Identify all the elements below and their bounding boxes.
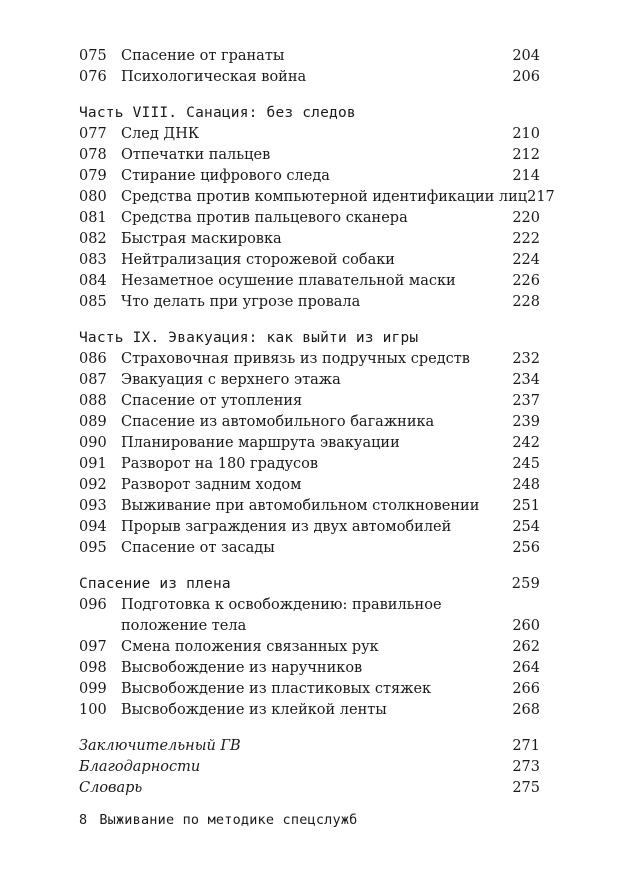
entry-number: 088 xyxy=(79,393,107,409)
entry-title: Спасение от утопления xyxy=(121,393,303,409)
toc-entry xyxy=(79,67,540,88)
entry-page: 271 xyxy=(512,738,540,754)
entry-title: Высвобождение из клейкой ленты xyxy=(121,702,387,718)
toc-entry xyxy=(79,187,555,208)
entry-number: 096 xyxy=(79,597,107,613)
entry-number: 093 xyxy=(79,498,107,514)
toc-entry xyxy=(79,679,540,700)
entry-number: 077 xyxy=(79,126,107,142)
toc-entry xyxy=(79,349,540,370)
entry-number: 098 xyxy=(79,660,107,676)
entry-number: 089 xyxy=(79,414,107,430)
part-heading-text: Часть VIII. Санация: без следов xyxy=(79,105,356,121)
entry-page: 273 xyxy=(512,759,540,775)
entry-number: 099 xyxy=(79,681,107,697)
entry-page: 260 xyxy=(512,618,540,634)
toc-back-matter xyxy=(79,736,540,799)
toc-entry xyxy=(79,124,540,145)
toc-entry xyxy=(79,370,540,391)
entry-title-line1: Подготовка к освобождению: правильное xyxy=(121,597,442,613)
entry-number: 094 xyxy=(79,519,107,535)
toc-part-8 xyxy=(79,103,555,313)
toc-entry xyxy=(79,637,540,658)
entry-number: 083 xyxy=(79,252,107,268)
entry-page: 251 xyxy=(512,498,540,514)
entry-page: 264 xyxy=(512,660,540,676)
entry-page: 214 xyxy=(512,168,540,184)
entry-page: 222 xyxy=(512,231,540,247)
entry-page: 256 xyxy=(512,540,540,556)
toc-captivity xyxy=(79,574,540,721)
entry-title: Психологическая война xyxy=(121,69,307,85)
toc-entry xyxy=(79,454,540,475)
toc-entry xyxy=(79,736,540,757)
entry-number: 078 xyxy=(79,147,107,163)
entry-title: Смена положения связанных рук xyxy=(121,639,379,655)
entry-number: 100 xyxy=(79,702,107,718)
toc-entry xyxy=(79,229,540,250)
entry-page: 234 xyxy=(512,372,540,388)
toc-entry xyxy=(79,517,540,538)
entry-number: 087 xyxy=(79,372,107,388)
entry-title-line2: положение тела xyxy=(121,618,247,634)
entry-page: 206 xyxy=(512,69,540,85)
entry-title: Стирание цифрового следа xyxy=(121,168,330,184)
toc-entry xyxy=(79,292,540,313)
table-of-contents xyxy=(79,46,555,799)
entry-number: 090 xyxy=(79,435,107,451)
part-heading xyxy=(79,328,540,349)
entry-page: 224 xyxy=(512,252,540,268)
entry-page: 226 xyxy=(512,273,540,289)
toc-entry xyxy=(79,145,540,166)
entry-page: 220 xyxy=(512,210,540,226)
entry-page: 232 xyxy=(512,351,540,367)
entry-title: Прорыв заграждения из двух автомобилей xyxy=(121,519,452,535)
entry-title: Планирование маршрута эвакуации xyxy=(121,435,400,451)
entry-title: Благодарности xyxy=(79,759,201,775)
entry-page: 248 xyxy=(512,477,540,493)
entry-number: 091 xyxy=(79,456,107,472)
toc-entry xyxy=(79,757,540,778)
entry-page: 204 xyxy=(512,48,540,64)
entry-number: 076 xyxy=(79,69,107,85)
entry-number: 086 xyxy=(79,351,107,367)
entry-number: 080 xyxy=(79,189,107,205)
entry-page: 254 xyxy=(512,519,540,535)
section-heading-page: 259 xyxy=(511,576,540,592)
entry-title: Эвакуация с верхнего этажа xyxy=(121,372,341,388)
entry-page: 242 xyxy=(512,435,540,451)
entry-page: 210 xyxy=(512,126,540,142)
entry-title: Незаметное осушение плавательной маски xyxy=(121,273,456,289)
entry-page: 217 xyxy=(527,189,555,205)
entry-title: Средства против компьютерной идентификации лиц xyxy=(121,189,528,205)
footer-book-title: Выживание по методике спецслужб xyxy=(99,812,358,828)
entry-number: 085 xyxy=(79,294,107,310)
toc-entry xyxy=(79,46,540,67)
entry-title: Высвобождение из пластиковых стяжек xyxy=(121,681,432,697)
entry-number: 092 xyxy=(79,477,107,493)
entry-page: 262 xyxy=(512,639,540,655)
entry-page: 266 xyxy=(512,681,540,697)
entry-title: Быстрая маскировка xyxy=(121,231,282,247)
part-heading-text: Часть IX. Эвакуация: как выйти из игры xyxy=(79,330,419,346)
entry-title: Словарь xyxy=(79,780,143,796)
entry-title: Средства против пальцевого сканера xyxy=(121,210,408,226)
entry-page: 275 xyxy=(512,780,540,796)
entry-title: Высвобождение из наручников xyxy=(121,660,363,676)
entry-page: 268 xyxy=(512,702,540,718)
toc-entry xyxy=(79,412,540,433)
entry-number: 081 xyxy=(79,210,107,226)
entry-number: 079 xyxy=(79,168,107,184)
toc-entry xyxy=(79,538,540,559)
part-heading xyxy=(79,103,540,124)
entry-title: Нейтрализация сторожевой собаки xyxy=(121,252,395,268)
entry-number: 084 xyxy=(79,273,107,289)
toc-entry xyxy=(79,658,540,679)
toc-entry-multiline xyxy=(79,595,540,637)
entry-title: Разворот задним ходом xyxy=(121,477,302,493)
toc-entry xyxy=(79,271,540,292)
entry-title: Спасение от гранаты xyxy=(121,48,285,64)
entry-number: 095 xyxy=(79,540,107,556)
page-footer xyxy=(79,812,358,828)
toc-entry xyxy=(79,250,540,271)
toc-entry xyxy=(79,433,540,454)
toc-entry xyxy=(79,778,540,799)
entry-title: Спасение из автомобильного багажника xyxy=(121,414,435,430)
section-heading xyxy=(79,574,540,595)
entry-title: Отпечатки пальцев xyxy=(121,147,271,163)
toc-entry xyxy=(79,700,540,721)
entry-number: 097 xyxy=(79,639,107,655)
entry-title: Разворот на 180 градусов xyxy=(121,456,319,472)
entry-page: 228 xyxy=(512,294,540,310)
entry-page: 239 xyxy=(512,414,540,430)
toc-entry xyxy=(79,475,540,496)
entry-number: 082 xyxy=(79,231,107,247)
section-heading-text: Спасение из плена xyxy=(79,576,231,592)
toc-entry xyxy=(79,496,540,517)
entry-title: След ДНК xyxy=(121,126,200,142)
entry-title: Заключительный ГВ xyxy=(79,738,241,754)
toc-entry xyxy=(79,208,540,229)
entry-title: Выживание при автомобильном столкновении xyxy=(121,498,480,514)
toc-group-start xyxy=(79,46,540,88)
toc-entry xyxy=(79,391,540,412)
entry-page: 212 xyxy=(512,147,540,163)
entry-title: Страховочная привязь из подручных средств xyxy=(121,351,470,367)
entry-number: 075 xyxy=(79,48,107,64)
toc-entry xyxy=(79,166,540,187)
entry-title: Спасение от засады xyxy=(121,540,275,556)
entry-title: Что делать при угрозе провала xyxy=(121,294,361,310)
toc-part-9 xyxy=(79,328,540,559)
footer-page-number: 8 xyxy=(79,812,88,828)
entry-page: 237 xyxy=(512,393,540,409)
entry-page: 245 xyxy=(512,456,540,472)
